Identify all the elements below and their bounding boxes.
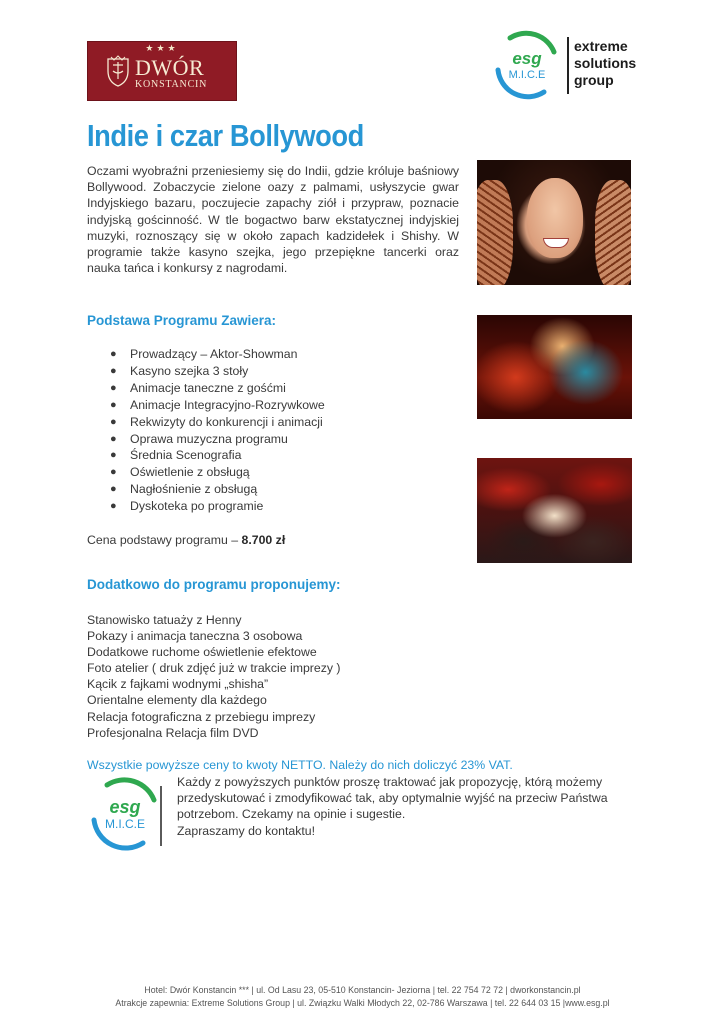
- list-item: Kącik z fajkami wodnymi „shisha”: [87, 677, 269, 692]
- proposal-text: [177, 774, 617, 839]
- list-item: ● Dyskoteka po programie: [110, 499, 264, 514]
- bullet-icon: ●: [110, 364, 117, 377]
- base-program-list: [110, 346, 325, 515]
- list-item: Pokazy i animacja taneczna 3 osobowa: [87, 629, 303, 644]
- list-item: ● Oprawa muzyczna programu: [110, 431, 288, 446]
- esg-word-group: group: [574, 72, 614, 88]
- proposal-line: Zapraszamy do kontaktu!: [177, 823, 316, 838]
- list-item: ● Średnia Scenografia: [110, 448, 242, 463]
- extras-list: [87, 612, 341, 741]
- base-program-heading: Podstawa Programu Zawiera:: [87, 313, 277, 328]
- list-item: Stanowisko tatuaży z Henny: [87, 613, 242, 627]
- proposal-line: przedyskutować i zmodyfikować tak, aby optymalnie wyjść na przeciw Państwa: [177, 791, 608, 806]
- list-item: Dodatkowe ruchome oświetlenie efektowe: [87, 645, 317, 660]
- list-item: Profesjonalna Relacja film DVD: [87, 725, 259, 740]
- hotel-stars: ★★★: [145, 43, 179, 53]
- list-item: Relacja fotograficzna z przebiegu imprezy: [87, 709, 316, 724]
- list-item: Orientalne elementy dla każdego: [87, 693, 267, 708]
- esg-word-solutions: solutions: [574, 55, 637, 71]
- party-guests-photo: [477, 458, 632, 563]
- page-title: Indie i czar Bollywood: [87, 118, 364, 153]
- bullet-icon: ●: [110, 449, 117, 462]
- extras-heading: Dodatkowo do programu proponujemy:: [87, 577, 341, 592]
- bullet-icon: ●: [110, 381, 117, 394]
- svg-text:esg: esg: [109, 797, 141, 817]
- dwor-konstancin-logo: [87, 41, 237, 101]
- bullet-icon: ●: [110, 500, 117, 513]
- bollywood-woman-photo: [477, 160, 631, 285]
- bullet-icon: ●: [110, 348, 117, 360]
- crest-icon: [105, 55, 131, 87]
- bullet-icon: ●: [110, 432, 117, 445]
- list-item: ● Prowadzący – Aktor-Showman: [110, 347, 298, 361]
- price-value: 8.700 zł: [241, 533, 286, 547]
- list-item: ● Oświetlenie z obsługą: [110, 465, 250, 480]
- footer-organizer-info: Atrakcje zapewnia: Extreme Solutions Group | ul. Związku Walki Młodych 22, 02-786 Warszawa | tel. 22 644 03 15 |www.esg.pl: [115, 998, 610, 1008]
- proposal-line: potrzebom. Czekamy na opinie i sugestie.: [177, 807, 406, 822]
- vat-note: Wszystkie powyższe ceny to kwoty NETTO. Należy do nich doliczyć 23% VAT.: [87, 758, 513, 772]
- svg-text:M.I.C.E: M.I.C.E: [104, 817, 146, 831]
- price-label: Cena podstawy programu –: [87, 533, 242, 547]
- esg-logo-divider: [567, 37, 569, 94]
- dancers-photo: [477, 315, 632, 419]
- esg-word-extreme: extreme: [574, 38, 628, 54]
- list-item: ● Animacje taneczne z gośćmi: [110, 380, 286, 395]
- list-item: ● Animacje Integracyjno-Rozrywkowe: [110, 397, 325, 412]
- svg-text:M.I.C.E: M.I.C.E: [508, 69, 546, 81]
- list-item: ● Kasyno szejka 3 stoły: [110, 363, 249, 378]
- intro-paragraph: Oczami wyobraźni przeniesiemy się do Indii, gdzie króluje baśniowy Bollywood. Zobaczycie zielone oazy z palmami, usłyszycie gwar Indyjskiego bazaru, poczujecie zapachy ziół i przypraw, poznacie indyjską gościnność. W tle bogactwo barw ekstatycznej indyjskiej muzyki, roznoszący się w około zapach kadzidełek i Shishy. W programie także kasyno szejka, jego przepiękne tancerki oraz nauka tańca i konkursy z nagrodami.: [87, 164, 459, 276]
- bullet-icon: ●: [110, 466, 117, 479]
- svg-text:esg: esg: [512, 49, 542, 68]
- dwor-logo-subtitle: KONSTANCIN: [135, 79, 208, 90]
- bullet-icon: ●: [110, 483, 117, 496]
- list-item: Foto atelier ( druk zdjęć już w trakcie imprezy ): [87, 661, 341, 676]
- dwor-logo-name: DWÓR: [135, 55, 205, 80]
- bullet-icon: ●: [110, 415, 117, 428]
- footer-hotel-info: Hotel: Dwór Konstancin *** | ul. Od Lasu 23, 05-510 Konstancin- Jeziorna | tel. 22 754 72 72 | dworkonstancin.pl: [144, 985, 581, 995]
- proposal-line: Każdy z powyższych punktów proszę traktować jak propozycję, którą możemy: [177, 775, 603, 789]
- list-item: ● Nagłośnienie z obsługą: [110, 482, 258, 497]
- base-price: [87, 533, 285, 547]
- esg-mice-logo-small: [87, 776, 163, 852]
- esg-mice-logo: [492, 30, 562, 100]
- bullet-icon: ●: [110, 398, 117, 411]
- list-item: ● Rekwizyty do konkurencji i animacji: [110, 414, 323, 429]
